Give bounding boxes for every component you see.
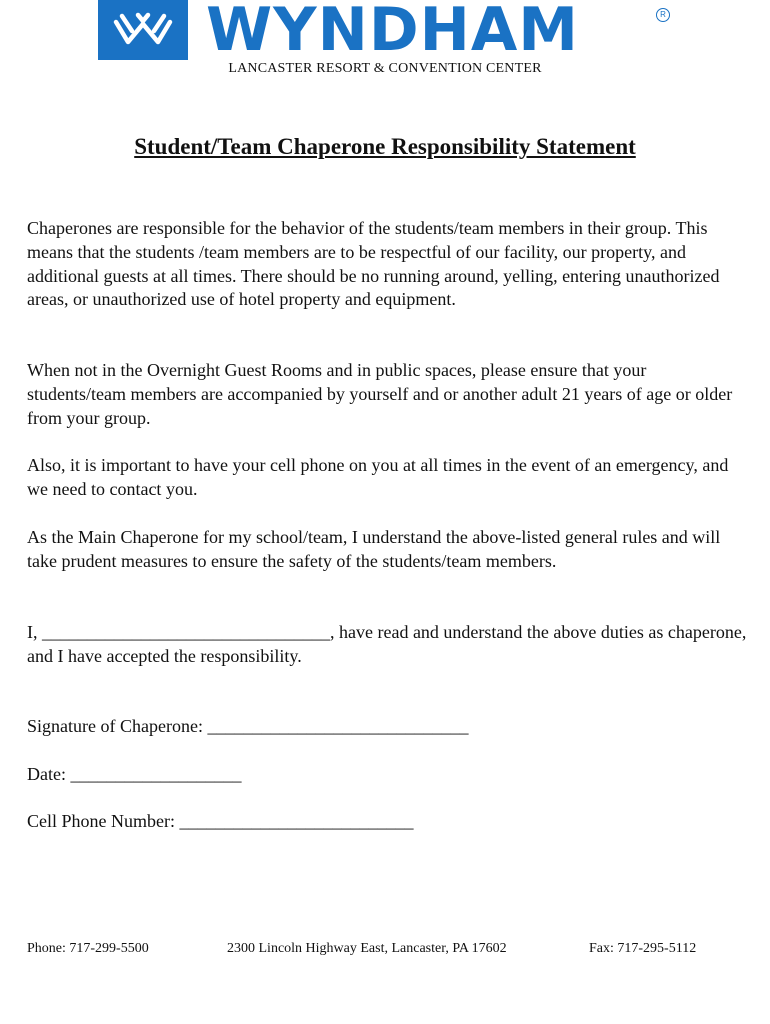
page-title: Student/Team Chaperone Responsibility Statement [134, 134, 636, 159]
paragraph-behavior: Chaperones are responsible for the behavior of the students/team members in their group. This means that the students /team members are to be respectful of our facility, our property, and additional guests at all times. There should be no running around, yelling, entering unauthorized areas, or unauthorized use of hotel property and equipment. [27, 218, 720, 310]
brand-wordmark: WYNDHAM [206, 0, 580, 65]
cell-phone-field: Cell Phone Number: __________________________ [27, 811, 414, 831]
wyndham-w-icon [98, 0, 188, 60]
wyndham-logo-mark [98, 0, 188, 60]
footer-address: 2300 Lincoln Highway East, Lancaster, PA 17602 [227, 941, 507, 956]
date-field: Date: ___________________ [27, 764, 242, 784]
registered-mark-icon: R [656, 8, 670, 22]
paragraph-supervision: When not in the Overnight Guest Rooms and in public spaces, please ensure that your students/team members are accompanied by yourself and or another adult 21 years of age or older from your group. [27, 360, 733, 428]
footer-fax: Fax: 717-295-5112 [589, 941, 697, 956]
paragraph-acknowledgement: I, ________________________________, have read and understand the above duties as chaperone, and I have accepted the responsibility. [27, 622, 747, 666]
paragraph-main-chaperone: As the Main Chaperone for my school/team, I understand the above-listed general rules and will take prudent measures to ensure the safety of the students/team members. [27, 527, 721, 571]
location-subtitle: LANCASTER RESORT & CONVENTION CENTER [228, 61, 542, 76]
paragraph-cell-phone: Also, it is important to have your cell phone on you at all times in the event of an emergency, and we need to contact you. [27, 455, 729, 499]
footer-phone: Phone: 717-299-5500 [27, 941, 149, 956]
signature-field: Signature of Chaperone: _____________________________ [27, 716, 469, 736]
